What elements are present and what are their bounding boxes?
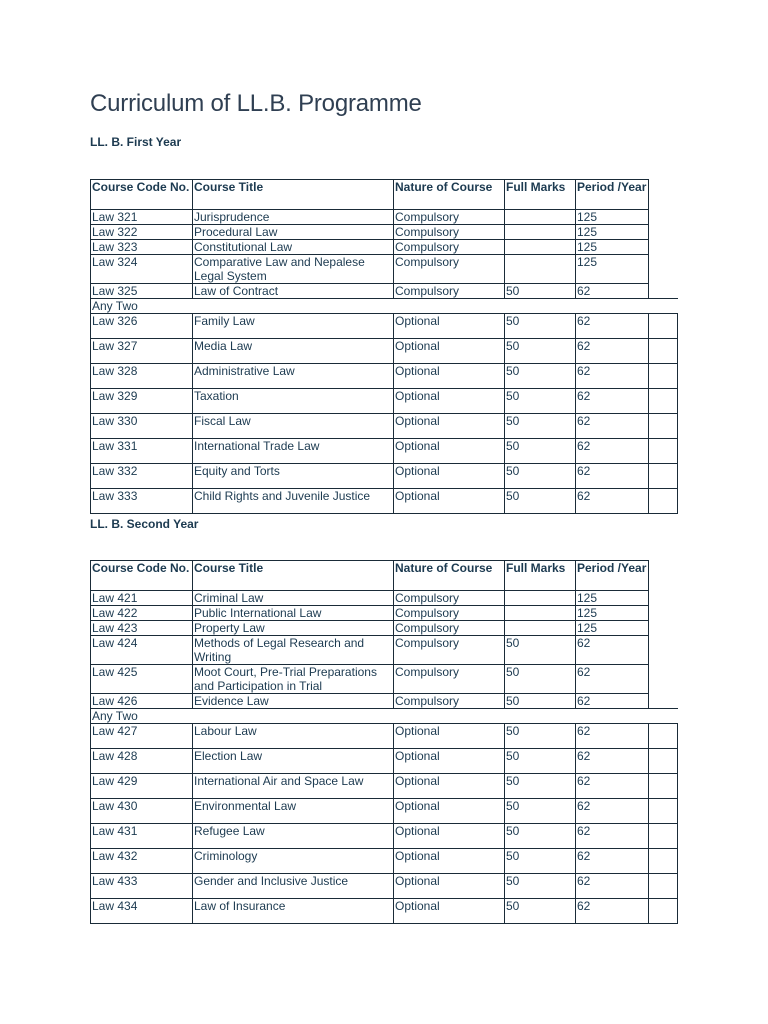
course-title: Evidence Law bbox=[193, 694, 394, 709]
course-full-marks: 50 bbox=[505, 364, 576, 389]
course-full-marks: 50 bbox=[505, 665, 576, 694]
course-code: Law 427 bbox=[91, 724, 193, 749]
course-full-marks: 50 bbox=[505, 489, 576, 514]
course-full-marks: 50 bbox=[505, 824, 576, 849]
course-nature: Optional bbox=[394, 389, 505, 414]
course-full-marks: 50 bbox=[505, 314, 576, 339]
table-blank-cell bbox=[649, 774, 678, 799]
course-title: Equity and Torts bbox=[193, 464, 394, 489]
course-code: Law 431 bbox=[91, 824, 193, 849]
table-blank-cell bbox=[649, 255, 678, 284]
course-title: Fiscal Law bbox=[193, 414, 394, 439]
table-row bbox=[91, 464, 678, 489]
table-header-row bbox=[91, 180, 678, 210]
course-period: 62 bbox=[576, 874, 649, 899]
course-period: 62 bbox=[576, 665, 649, 694]
table-blank-cell bbox=[649, 364, 678, 389]
course-title: Labour Law bbox=[193, 724, 394, 749]
course-full-marks: 50 bbox=[505, 694, 576, 709]
course-full-marks: 50 bbox=[505, 799, 576, 824]
course-period: 125 bbox=[576, 225, 649, 240]
course-title: Jurisprudence bbox=[193, 210, 394, 225]
header-nature: Nature of Course bbox=[394, 180, 505, 210]
table-row bbox=[91, 724, 678, 749]
any-two-label: Any Two bbox=[91, 299, 678, 314]
course-code: Law 333 bbox=[91, 489, 193, 514]
course-code: Law 332 bbox=[91, 464, 193, 489]
second-year-table-body bbox=[91, 561, 678, 924]
course-code: Law 425 bbox=[91, 665, 193, 694]
table-blank-cell bbox=[649, 665, 678, 694]
course-nature: Optional bbox=[394, 314, 505, 339]
course-full-marks: 50 bbox=[505, 284, 576, 299]
course-title: Constitutional Law bbox=[193, 240, 394, 255]
course-full-marks bbox=[505, 621, 576, 636]
table-blank-cell bbox=[649, 849, 678, 874]
course-title: Child Rights and Juvenile Justice bbox=[193, 489, 394, 514]
course-code: Law 322 bbox=[91, 225, 193, 240]
table-blank-cell bbox=[649, 636, 678, 665]
course-code: Law 326 bbox=[91, 314, 193, 339]
course-title: Public International Law bbox=[193, 606, 394, 621]
table-blank-cell bbox=[649, 284, 678, 299]
header-full-marks: Full Marks bbox=[505, 561, 576, 591]
course-title: Methods of Legal Research and Writing bbox=[193, 636, 394, 665]
course-nature: Optional bbox=[394, 724, 505, 749]
table-row bbox=[91, 314, 678, 339]
header-course-code: Course Code No. bbox=[91, 561, 193, 591]
table-blank-cell bbox=[649, 414, 678, 439]
table-row bbox=[91, 606, 678, 621]
course-period: 62 bbox=[576, 339, 649, 364]
course-nature: Optional bbox=[394, 849, 505, 874]
course-title: Election Law bbox=[193, 749, 394, 774]
course-nature: Optional bbox=[394, 774, 505, 799]
course-code: Law 330 bbox=[91, 414, 193, 439]
course-full-marks: 50 bbox=[505, 339, 576, 364]
table-row bbox=[91, 799, 678, 824]
course-period: 62 bbox=[576, 694, 649, 709]
table-blank-cell bbox=[649, 874, 678, 899]
table-blank-cell bbox=[649, 591, 678, 606]
table-row bbox=[91, 284, 678, 299]
course-code: Law 321 bbox=[91, 210, 193, 225]
course-period: 62 bbox=[576, 824, 649, 849]
course-full-marks: 50 bbox=[505, 749, 576, 774]
course-title: Law of Contract bbox=[193, 284, 394, 299]
course-nature: Optional bbox=[394, 874, 505, 899]
first-year-table-body bbox=[91, 180, 678, 514]
table-blank-cell bbox=[649, 561, 678, 591]
course-code: Law 434 bbox=[91, 899, 193, 924]
course-code: Law 423 bbox=[91, 621, 193, 636]
course-nature: Compulsory bbox=[394, 284, 505, 299]
header-full-marks: Full Marks bbox=[505, 180, 576, 210]
course-code: Law 429 bbox=[91, 774, 193, 799]
table-row bbox=[91, 364, 678, 389]
table-blank-cell bbox=[649, 489, 678, 514]
course-period: 62 bbox=[576, 489, 649, 514]
course-full-marks: 50 bbox=[505, 724, 576, 749]
table-row bbox=[91, 849, 678, 874]
course-full-marks bbox=[505, 591, 576, 606]
table-blank-cell bbox=[649, 240, 678, 255]
table-blank-cell bbox=[649, 694, 678, 709]
course-full-marks: 50 bbox=[505, 774, 576, 799]
course-period: 62 bbox=[576, 724, 649, 749]
table-row bbox=[91, 591, 678, 606]
course-title: Criminal Law bbox=[193, 591, 394, 606]
course-period: 62 bbox=[576, 749, 649, 774]
course-title: Comparative Law and Nepalese Legal System bbox=[193, 255, 394, 284]
second-year-heading: LL. B. Second Year bbox=[90, 517, 199, 531]
course-nature: Compulsory bbox=[394, 621, 505, 636]
course-period: 62 bbox=[576, 314, 649, 339]
table-row bbox=[91, 621, 678, 636]
course-full-marks: 50 bbox=[505, 464, 576, 489]
course-code: Law 331 bbox=[91, 439, 193, 464]
table-row bbox=[91, 255, 678, 284]
first-year-heading: LL. B. First Year bbox=[90, 135, 182, 149]
table-row bbox=[91, 694, 678, 709]
header-course-code: Course Code No. bbox=[91, 180, 193, 210]
table-row bbox=[91, 636, 678, 665]
course-full-marks: 50 bbox=[505, 849, 576, 874]
course-period: 62 bbox=[576, 799, 649, 824]
course-code: Law 432 bbox=[91, 849, 193, 874]
header-period: Period /Year bbox=[576, 180, 649, 210]
document-title: Curriculum of LL.B. Programme bbox=[90, 90, 422, 117]
table-row bbox=[91, 240, 678, 255]
course-code: Law 422 bbox=[91, 606, 193, 621]
course-code: Law 433 bbox=[91, 874, 193, 899]
table-row bbox=[91, 339, 678, 364]
course-nature: Compulsory bbox=[394, 225, 505, 240]
table-row bbox=[91, 489, 678, 514]
table-row bbox=[91, 824, 678, 849]
table-blank-cell bbox=[649, 824, 678, 849]
course-period: 125 bbox=[576, 255, 649, 284]
course-code: Law 430 bbox=[91, 799, 193, 824]
header-period: Period /Year bbox=[576, 561, 649, 591]
course-code: Law 421 bbox=[91, 591, 193, 606]
course-period: 62 bbox=[576, 464, 649, 489]
course-period: 62 bbox=[576, 774, 649, 799]
course-title: Procedural Law bbox=[193, 225, 394, 240]
course-title: Law of Insurance bbox=[193, 899, 394, 924]
course-period: 62 bbox=[576, 849, 649, 874]
course-period: 62 bbox=[576, 636, 649, 665]
table-row bbox=[91, 439, 678, 464]
table-blank-cell bbox=[649, 210, 678, 225]
table-blank-cell bbox=[649, 225, 678, 240]
course-code: Law 325 bbox=[91, 284, 193, 299]
course-nature: Compulsory bbox=[394, 591, 505, 606]
table-row bbox=[91, 210, 678, 225]
course-period: 125 bbox=[576, 210, 649, 225]
course-title: Administrative Law bbox=[193, 364, 394, 389]
table-row bbox=[91, 899, 678, 924]
table-blank-cell bbox=[649, 799, 678, 824]
table-blank-cell bbox=[649, 389, 678, 414]
course-period: 125 bbox=[576, 591, 649, 606]
course-full-marks: 50 bbox=[505, 389, 576, 414]
header-course-title: Course Title bbox=[193, 561, 394, 591]
course-title: Criminology bbox=[193, 849, 394, 874]
course-code: Law 428 bbox=[91, 749, 193, 774]
header-course-title: Course Title bbox=[193, 180, 394, 210]
course-full-marks: 50 bbox=[505, 636, 576, 665]
table-blank-cell bbox=[649, 606, 678, 621]
course-full-marks bbox=[505, 255, 576, 284]
header-nature: Nature of Course bbox=[394, 561, 505, 591]
table-header-row bbox=[91, 561, 678, 591]
course-nature: Compulsory bbox=[394, 606, 505, 621]
table-blank-cell bbox=[649, 180, 678, 210]
table-row bbox=[91, 225, 678, 240]
course-code: Law 327 bbox=[91, 339, 193, 364]
first-year-table bbox=[90, 179, 678, 514]
course-title: International Trade Law bbox=[193, 439, 394, 464]
course-full-marks bbox=[505, 210, 576, 225]
course-period: 125 bbox=[576, 606, 649, 621]
course-nature: Optional bbox=[394, 414, 505, 439]
table-blank-cell bbox=[649, 314, 678, 339]
course-title: Family Law bbox=[193, 314, 394, 339]
course-title: Taxation bbox=[193, 389, 394, 414]
course-full-marks: 50 bbox=[505, 414, 576, 439]
course-nature: Optional bbox=[394, 364, 505, 389]
course-nature: Optional bbox=[394, 489, 505, 514]
course-period: 62 bbox=[576, 414, 649, 439]
course-full-marks bbox=[505, 225, 576, 240]
table-blank-cell bbox=[649, 899, 678, 924]
course-full-marks: 50 bbox=[505, 874, 576, 899]
course-title: Environmental Law bbox=[193, 799, 394, 824]
course-code: Law 424 bbox=[91, 636, 193, 665]
course-title: Gender and Inclusive Justice bbox=[193, 874, 394, 899]
course-title: Refugee Law bbox=[193, 824, 394, 849]
any-two-row bbox=[91, 709, 678, 724]
table-row bbox=[91, 774, 678, 799]
course-title: Moot Court, Pre-Trial Preparations and Participation in Trial bbox=[193, 665, 394, 694]
course-period: 62 bbox=[576, 899, 649, 924]
course-period: 62 bbox=[576, 284, 649, 299]
course-period: 125 bbox=[576, 240, 649, 255]
second-year-table bbox=[90, 560, 678, 924]
course-code: Law 323 bbox=[91, 240, 193, 255]
course-period: 62 bbox=[576, 439, 649, 464]
table-blank-cell bbox=[649, 339, 678, 364]
table-row bbox=[91, 665, 678, 694]
course-code: Law 324 bbox=[91, 255, 193, 284]
course-title: Media Law bbox=[193, 339, 394, 364]
course-nature: Compulsory bbox=[394, 240, 505, 255]
course-nature: Compulsory bbox=[394, 665, 505, 694]
table-blank-cell bbox=[649, 724, 678, 749]
course-full-marks bbox=[505, 606, 576, 621]
course-title: International Air and Space Law bbox=[193, 774, 394, 799]
course-nature: Optional bbox=[394, 824, 505, 849]
any-two-row bbox=[91, 299, 678, 314]
course-nature: Compulsory bbox=[394, 255, 505, 284]
course-nature: Compulsory bbox=[394, 694, 505, 709]
course-nature: Optional bbox=[394, 899, 505, 924]
table-row bbox=[91, 414, 678, 439]
course-nature: Optional bbox=[394, 749, 505, 774]
course-nature: Compulsory bbox=[394, 210, 505, 225]
table-row bbox=[91, 389, 678, 414]
course-nature: Optional bbox=[394, 799, 505, 824]
table-blank-cell bbox=[649, 621, 678, 636]
course-title: Property Law bbox=[193, 621, 394, 636]
course-nature: Optional bbox=[394, 339, 505, 364]
course-code: Law 329 bbox=[91, 389, 193, 414]
course-full-marks: 50 bbox=[505, 899, 576, 924]
course-nature: Compulsory bbox=[394, 636, 505, 665]
course-nature: Optional bbox=[394, 464, 505, 489]
table-blank-cell bbox=[649, 439, 678, 464]
any-two-label: Any Two bbox=[91, 709, 678, 724]
table-blank-cell bbox=[649, 464, 678, 489]
table-blank-cell bbox=[649, 749, 678, 774]
table-row bbox=[91, 749, 678, 774]
course-code: Law 426 bbox=[91, 694, 193, 709]
course-full-marks: 50 bbox=[505, 439, 576, 464]
course-period: 62 bbox=[576, 389, 649, 414]
course-code: Law 328 bbox=[91, 364, 193, 389]
course-period: 125 bbox=[576, 621, 649, 636]
course-period: 62 bbox=[576, 364, 649, 389]
course-nature: Optional bbox=[394, 439, 505, 464]
table-row bbox=[91, 874, 678, 899]
course-full-marks bbox=[505, 240, 576, 255]
